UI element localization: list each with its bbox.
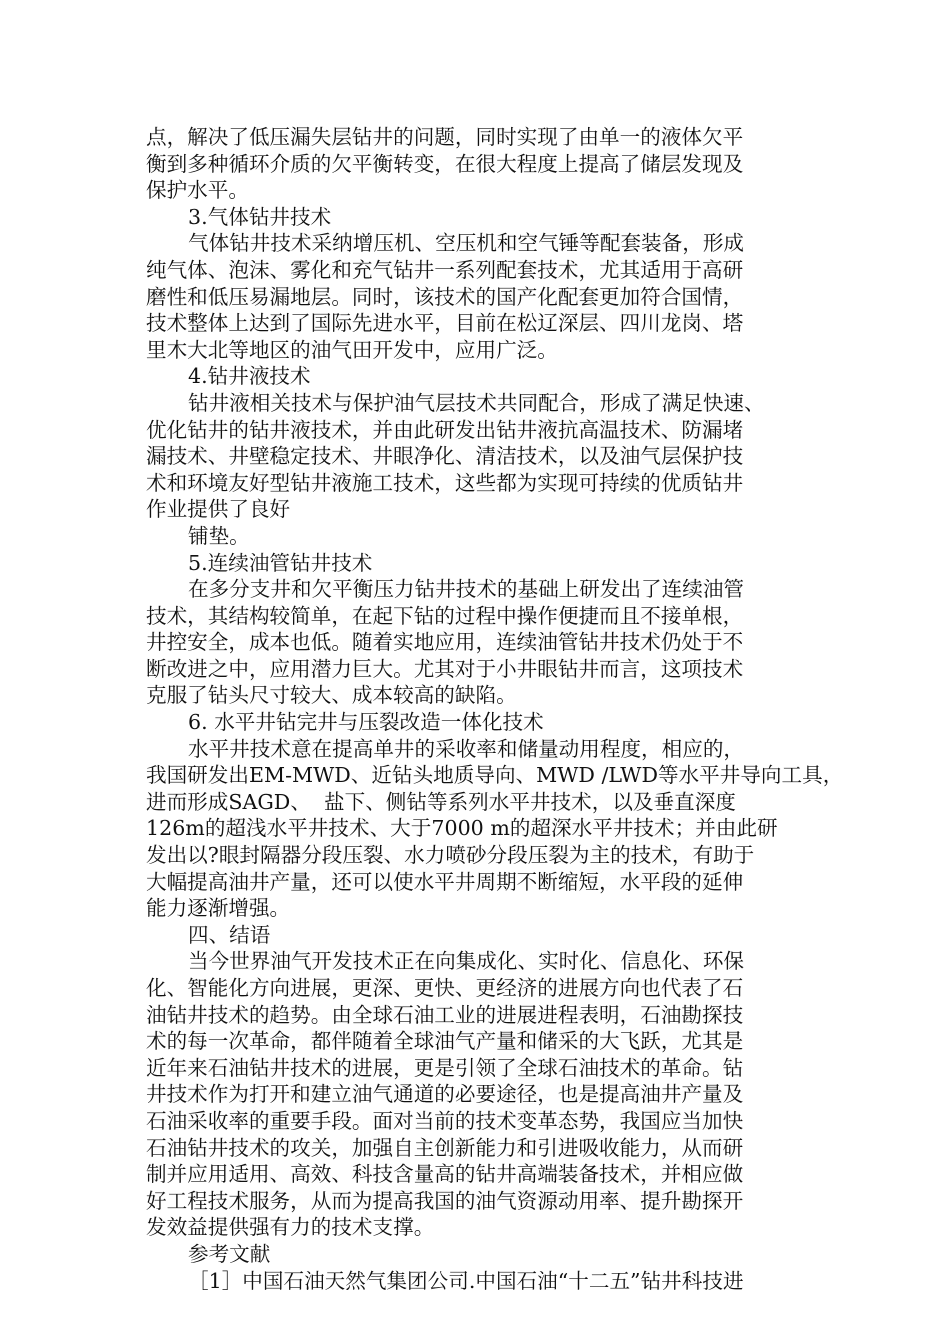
text-line: 3.气体钻井技术 — [188, 204, 332, 229]
text-line: 纯气体、泡沫、雾化和充气钻井一系列配套技术，尤其适用于高研 — [146, 257, 744, 282]
text-line: 漏技术、井壁稳定技术、井眼净化、清洁技术，以及油气层保护技 — [146, 444, 744, 469]
text-line: 大幅提高油井产量，还可以使水平井周期不断缩短，水平段的延伸 — [146, 869, 744, 894]
text-line: 油钻井技术的趋势。由全球石油工业的进展进程表明，石油勘探技 — [146, 1002, 744, 1027]
text-line: 进而形成SAGD、 盐下、侧钻等系列水平井技术，以及垂直深度 — [146, 789, 736, 814]
document-body — [146, 124, 844, 1294]
text-line: 石油钻井技术的攻关，加强自主创新能力和引进吸收能力，从而研 — [146, 1135, 744, 1160]
text-line: 里木大北等地区的油气田开发中，应用广泛。 — [146, 337, 558, 362]
text-line: 点，解决了低压漏失层钻井的问题，同时实现了由单一的液体欠平 — [146, 125, 744, 149]
text-line: 5.连续油管钻井技术 — [188, 550, 373, 575]
text-line: 术和环境友好型钻井液施工技术，这些都为实现可持续的优质钻井 — [146, 470, 744, 495]
text-line: 技术，其结构较简单，在起下钻的过程中操作便捷而且不接单根， — [146, 603, 744, 628]
text-line: 发出以?眼封隔器分段压裂、水力喷砂分段压裂为主的技术，有助于 — [146, 843, 755, 868]
text-line: 井控安全，成本也低。随着实地应用，连续油管钻井技术仍处于不 — [146, 630, 744, 655]
text-line: 石油采收率的重要手段。面对当前的技术变革态势，我国应当加快 — [146, 1108, 744, 1133]
text-line: 保护水平。 — [146, 178, 249, 203]
text-line: 参考文献 — [188, 1241, 271, 1266]
text-line: 术的每一次革命，都伴随着全球油气产量和储采的大飞跃，尤其是 — [146, 1029, 744, 1054]
text-line: 技术整体上达到了国际先进水平，目前在松辽深层、四川龙岗、塔 — [146, 311, 744, 336]
text-line: 化、智能化方向进展，更深、更快、更经济的进展方向也代表了石 — [146, 976, 744, 1000]
text-line: 近年来石油钻井技术的进展，更是引领了全球石油技术的革命。钻 — [146, 1055, 744, 1080]
text-line: 制并应用适用、高效、科技含量高的钻井高端装备技术，并相应做 — [146, 1162, 744, 1187]
text-line: ［1］中国石油天然气集团公司.中国石油“十二五”钻井科技进 — [188, 1268, 744, 1293]
text-line: 作业提供了良好 — [146, 497, 291, 522]
text-line: 断改进之中，应用潜力巨大。尤其对于小井眼钻井而言，这项技术 — [146, 656, 744, 681]
text-line: 发效益提供强有力的技术支撑。 — [146, 1215, 435, 1240]
text-line: 能力逐渐增强。 — [146, 896, 291, 921]
text-line: 好工程技术服务，从而为提高我国的油气资源动用率、提升勘探开 — [146, 1188, 744, 1213]
text-line: 克服了钻头尺寸较大、成本较高的缺陷。 — [146, 683, 517, 708]
text-line: 4.钻井液技术 — [188, 364, 311, 389]
text-line: 当今世界油气开发技术正在向集成化、实时化、信息化、环保 — [188, 949, 745, 974]
text-line: 6. 水平井钻完井与压裂改造一体化技术 — [188, 710, 544, 735]
text-line: 优化钻井的钻井液技术，并由此研发出钻井液抗高温技术、防漏堵 — [146, 417, 744, 442]
text-line: 我国研发出EM-MWD、近钻头地质导向、MWD /LWD等水平井导向工具， — [146, 763, 844, 788]
text-line: 水平井技术意在提高单井的采收率和储量动用程度，相应的， — [188, 736, 745, 761]
text-line: 磨性和低压易漏地层。同时，该技术的国产化配套更加符合国情， — [146, 284, 744, 309]
text-line: 铺垫。 — [188, 523, 250, 548]
text-line: 在多分支井和欠平衡压力钻井技术的基础上研发出了连续油管 — [188, 577, 745, 602]
text-line: 126m的超浅水平井技术、大于7000 m的超深水平井技术；并由此研 — [146, 816, 778, 841]
text-line: 气体钻井技术采纳增压机、空压机和空气锤等配套装备，形成 — [188, 231, 745, 256]
text-line: 钻井液相关技术与保护油气层技术共同配合，形成了满足快速、 — [188, 390, 765, 415]
text-line: 井技术作为打开和建立油气通道的必要途径，也是提高油井产量及 — [146, 1082, 744, 1107]
text-line: 衡到多种循环介质的欠平衡转变，在很大程度上提高了储层发现及 — [146, 151, 744, 176]
text-line: 四、结语 — [188, 922, 271, 947]
